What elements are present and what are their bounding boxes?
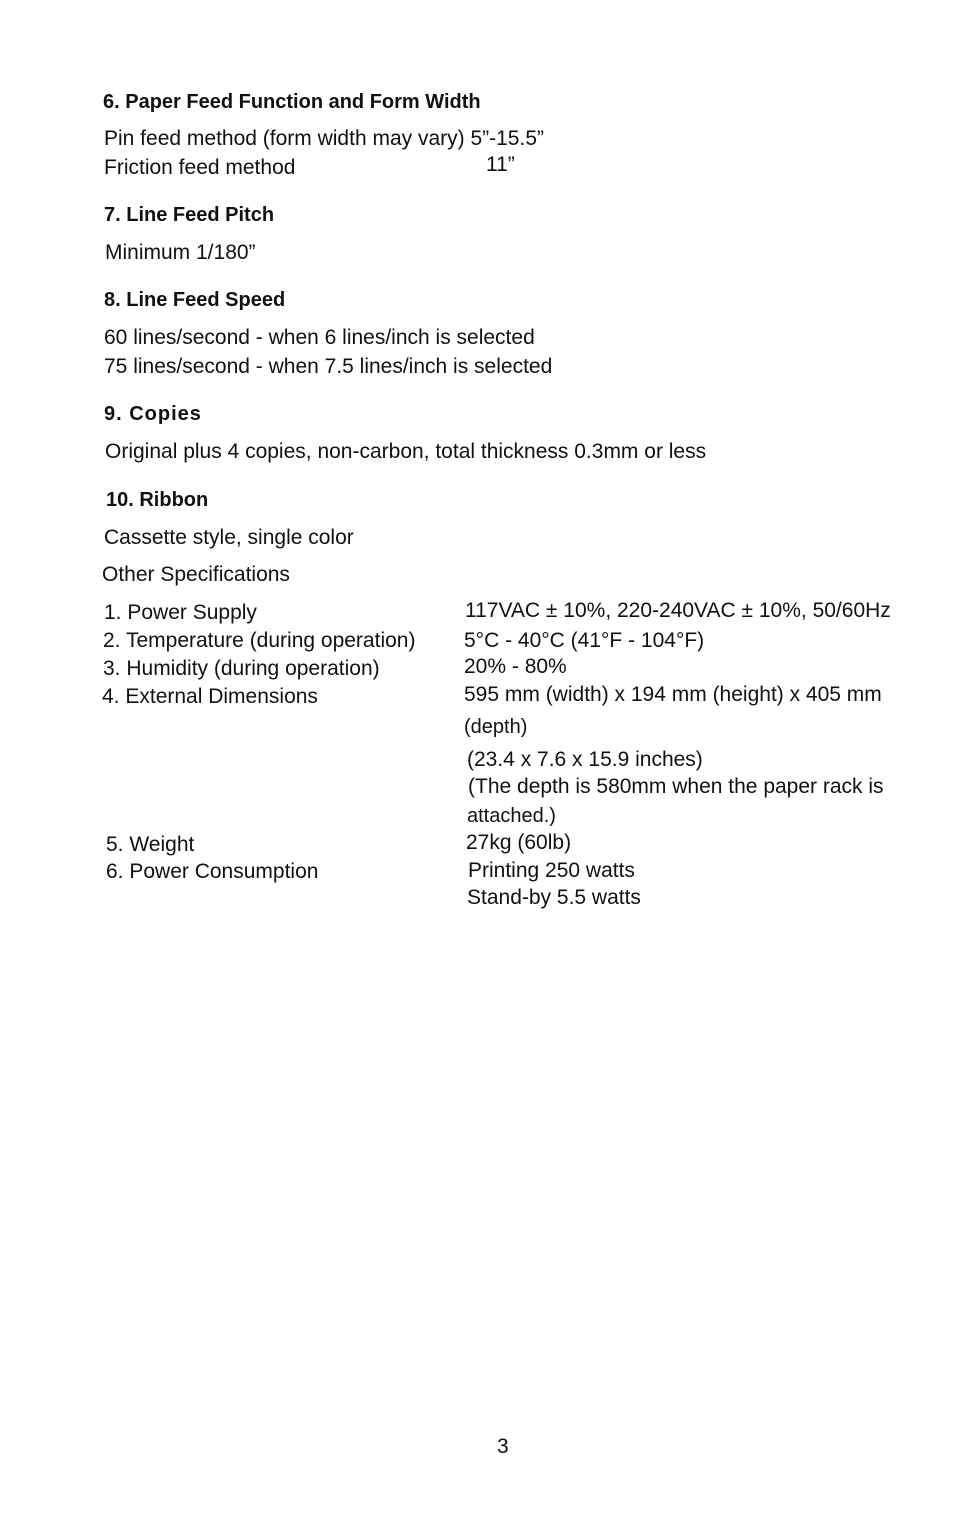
spec-value-power-supply: 117VAC ± 10%, 220-240VAC ± 10%, 50/60Hz — [465, 599, 891, 622]
spec-value-weight: 27kg (60lb) — [466, 831, 572, 854]
spec-label-humidity: 3. Humidity (during operation) — [103, 657, 380, 680]
page-number: 3 — [497, 1435, 509, 1458]
spec-value-dimensions-mm: 595 mm (width) x 194 mm (height) x 405 mm — [464, 683, 882, 706]
line-feed-speed-7-5lpi: 75 lines/second - when 7.5 lines/inch is selected — [104, 355, 553, 378]
spec-value-dimensions-depth: (depth) — [464, 716, 528, 738]
spec-label-temperature: 2. Temperature (during operation) — [103, 629, 416, 652]
other-specifications-title: Other Specifications — [102, 563, 290, 586]
section-9-heading: 9. Copies — [104, 403, 202, 425]
spec-value-dimensions-note: (The depth is 580mm when the paper rack is — [468, 775, 884, 798]
section-7-heading: 7. Line Feed Pitch — [104, 204, 275, 226]
spec-value-humidity: 20% - 80% — [464, 655, 567, 678]
line-feed-speed-6lpi: 60 lines/second - when 6 lines/inch is selected — [104, 326, 535, 349]
spec-label-weight: 5. Weight — [106, 833, 195, 856]
spec-label-external-dimensions: 4. External Dimensions — [102, 685, 318, 708]
ribbon-value: Cassette style, single color — [104, 526, 354, 549]
spec-label-power-supply: 1. Power Supply — [104, 601, 257, 624]
section-6-heading: 6. Paper Feed Function and Form Width — [103, 91, 481, 113]
spec-label-power-consumption: 6. Power Consumption — [106, 860, 319, 883]
spec-value-dimensions-note-end: attached.) — [467, 805, 556, 827]
pin-feed-line: Pin feed method (form width may vary) 5”-15.5” — [104, 127, 544, 150]
spec-value-dimensions-inches: (23.4 x 7.6 x 15.9 inches) — [467, 748, 703, 771]
spec-value-power-printing: Printing 250 watts — [468, 859, 635, 882]
friction-feed-label: Friction feed method — [104, 156, 296, 179]
spec-value-temperature: 5°C - 40°C (41°F - 104°F) — [464, 629, 705, 652]
line-feed-pitch-value: Minimum 1/180” — [105, 241, 256, 264]
copies-value: Original plus 4 copies, non-carbon, total thickness 0.3mm or less — [105, 440, 707, 463]
friction-feed-value: 11” — [486, 153, 515, 176]
section-8-heading: 8. Line Feed Speed — [104, 289, 286, 311]
spec-value-power-standby: Stand-by 5.5 watts — [467, 886, 641, 909]
section-10-heading: 10. Ribbon — [106, 489, 209, 511]
